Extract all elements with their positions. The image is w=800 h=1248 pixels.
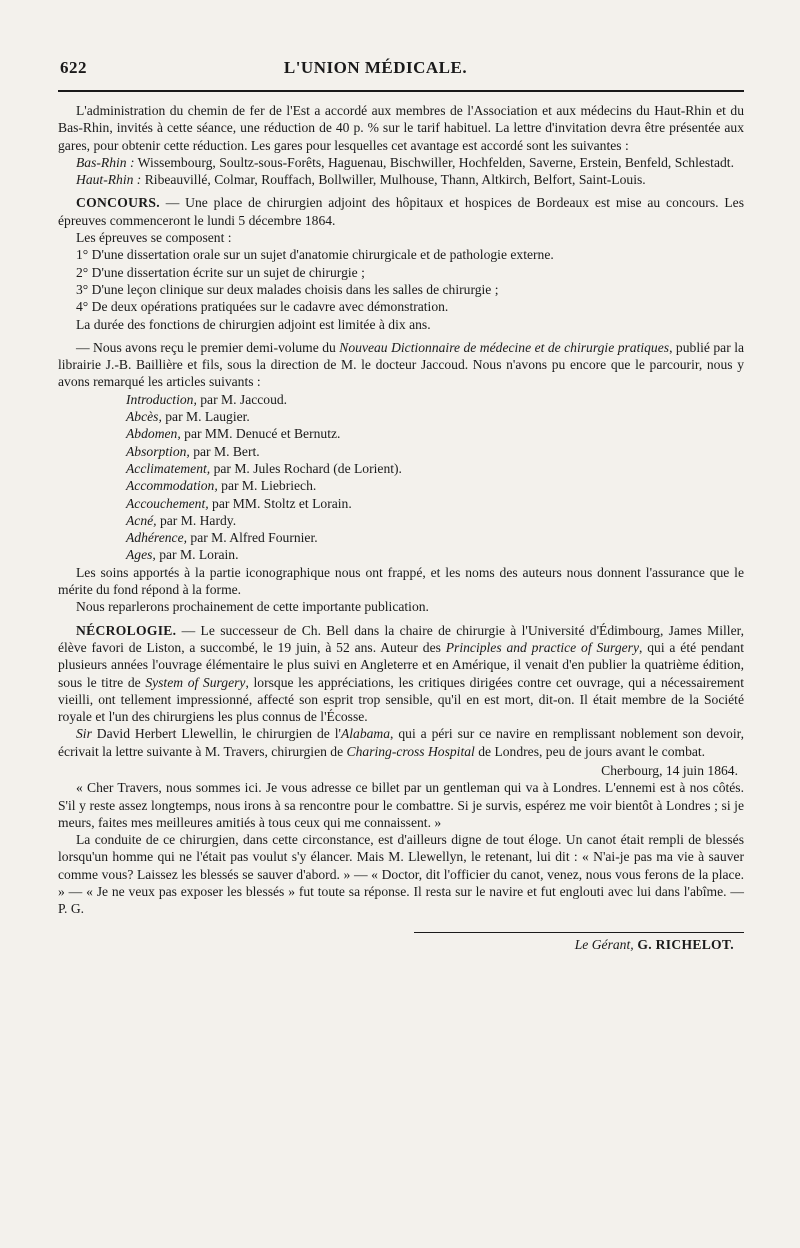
paragraph-necrologie: [58, 622, 744, 726]
article-list-item: [58, 408, 744, 425]
necro-text-b: , qui a été pendant plusieurs années l'ouvrage élémentaire le plus suivi en Angleterre et en Amérique, il venait d'en publier la quatrième édition, sous le titre de: [58, 639, 745, 690]
paragraph-conduite: La conduite de ce chirurgien, dans cette circonstance, est d'ailleurs digne de tout éloge. Un canot était rempli de blessés lorsqu'un homme qui ne l'était pas voulut s'y élancer. Mais M. Llewellyn, le retenant, lui dit : « N'ai-je pas ma vie à sauver comme vous? Laissez les blessés se sauver d'abord. » — « Doctor, dit l'officier du canot, venez, nous vous ferons de la place. » — « Je ne veux pas exposer les blessés » fut toute sa réponse. Il resta sur le navire et fut englouti avec lui dans l'abîme. — P. G.: [58, 832, 744, 917]
necro-text-c: , lorsque les appréciations, les critiques dirigées contre cet ouvrage, qui a nécessairement vieilli, ont tellement impressionné, affecté son esprit trop sensible, qu'il en est mort, dit-on. Il était membre de la Société royale et l'un des chirurgiens les plus connus de l'Écosse.: [58, 674, 744, 725]
article-title: Acné,: [126, 512, 157, 528]
article-title: Abcès,: [126, 409, 162, 425]
article-list-item: [58, 460, 744, 477]
article-list-item: [58, 443, 744, 460]
article-list-item: [58, 425, 744, 442]
concours-text: — Une place de chirurgien adjoint des hôpitaux et hospices de Bordeaux est mise au concours. Les épreuves commenceront le lundi 5 décembre 1864.: [58, 195, 744, 228]
haut-rhin-label: Haut-Rhin :: [76, 172, 142, 188]
gerant-label: Le Gérant,: [574, 936, 634, 952]
article-author: par M. Jules Rochard (de Lorient).: [210, 460, 402, 476]
article-title: Accouchement,: [126, 495, 209, 511]
article-author: par M. Alfred Fournier.: [187, 530, 318, 546]
header-rule: [58, 90, 744, 92]
article-list-item: [58, 495, 744, 512]
footer-rule: [414, 932, 744, 933]
bas-rhin-stations: Wissembourg, Soultz-sous-Forêts, Haguenau, Bischwiller, Hochfelden, Saverne, Erstein, Benfeld, Schlestadt.: [134, 154, 734, 170]
letter-date: Cherbourg, 14 juin 1864.: [601, 762, 738, 778]
article-list-item: [58, 477, 744, 494]
article-author: par MM. Denucé et Bernutz.: [180, 426, 341, 442]
article-title: Ages,: [126, 547, 156, 563]
paragraph-llewellin: [58, 725, 744, 760]
epreuve-item: 1° D'une dissertation orale sur un sujet d'anatomie chirurgicale et de pathologie externe.: [76, 247, 554, 263]
letter-text: « Cher Travers, nous sommes ici. Je vous adresse ce billet par un gentleman qui va à Londres. L'ennemi est à nos côtés. S'il y reste assez longtemps, nous irons à sa rencontre pour le combattre. Si je survis, espérez me voir bientôt à Londres ; si je meurs, faites mes meilleures amitiés à tous ceux qui me connaissent. »: [58, 780, 744, 830]
paragraph-haut-rhin: [58, 171, 744, 188]
article-list-item: [58, 391, 744, 408]
article-author: par M. Jaccoud.: [196, 391, 288, 407]
sir-text-b: , qui a péri sur ce navire en remplissant noblement son devoir, écrivait la lettre suivante à M. Travers, chirurgien de: [58, 726, 744, 759]
paragraph-reparlerons: Nous reparlerons prochainement de cette importante publication.: [76, 599, 429, 615]
article-author: par MM. Stoltz et Lorain.: [208, 495, 352, 511]
gerant-name: G. RICHELOT.: [633, 936, 734, 952]
article-title: Accommodation,: [126, 478, 218, 494]
gerant-signature: [58, 937, 744, 953]
dict-text-a: — Nous avons reçu le premier demi-volume du: [76, 339, 340, 355]
article-list-item: [58, 546, 744, 563]
dict-title: Nouveau Dictionnaire de médecine et de chirurgie pratiques: [339, 339, 670, 355]
article-author: par M. Bert.: [189, 443, 260, 459]
sir-text-a: David Herbert Llewellin, le chirurgien de l': [91, 726, 341, 742]
necro-text-a: — Le successeur de Ch. Bell dans la chaire de chirurgie à l'Université d'Édimbourg, James Miller, élève favori de Liston, a succombé, le 19 juin, à 52 ans. Auteur des: [58, 622, 744, 655]
dict-text-b: , publié par la librairie J.-B. Baillière et fils, sous la direction de M. le docteur Jaccoud. Nous n'avons pu encore que le parcourir, nous y avons remarqué les articles suivants :: [58, 339, 744, 390]
article-title: Abdomen,: [126, 426, 181, 442]
article-author: par M. Laugier.: [161, 409, 250, 425]
journal-title: L'UNION MÉDICALE.: [283, 58, 468, 77]
article-author: par M. Hardy.: [156, 512, 237, 528]
epreuve-item: 3° D'une leçon clinique sur deux malades choisis dans les salles de chirurgie ;: [76, 281, 499, 297]
article-list-item: [58, 512, 744, 529]
article-author: par M. Lorain.: [155, 547, 239, 563]
epreuve-item: 2° D'une dissertation écrite sur un sujet de chirurgie ;: [76, 264, 365, 280]
article-title: Adhérence,: [126, 530, 188, 546]
necrologie-heading: NÉCROLOGIE.: [76, 622, 177, 638]
article-title: Absorption,: [126, 443, 190, 459]
paragraph-soins: Les soins apportés à la partie iconographique nous ont frappé, et les noms des auteurs nous donnent l'assurance que le mérite du fond répond à la forme.: [58, 564, 744, 598]
paragraph-bas-rhin: [58, 154, 744, 171]
article-list-item: [58, 529, 744, 546]
paragraph-duree: La durée des fonctions de chirurgien adjoint est limitée à dix ans.: [76, 316, 431, 332]
page-header: [58, 58, 744, 78]
haut-rhin-stations: Ribeauvillé, Colmar, Rouffach, Bollwiller, Mulhouse, Thann, Altkirch, Belfort, Saint-Louis.: [141, 172, 646, 188]
necro-book-title: Principles and practice of Surgery: [445, 639, 639, 655]
epreuves-intro: Les épreuves se composent :: [76, 230, 232, 246]
bas-rhin-label: Bas-Rhin :: [76, 154, 135, 170]
sir-label: Sir: [76, 726, 92, 742]
ship-name: Alabama: [340, 726, 391, 742]
page-number: 622: [60, 58, 87, 77]
necro-book-title-2: System of Surgery: [145, 674, 246, 690]
sir-text-c: de Londres, peu de jours avant le combat.: [474, 743, 706, 759]
article-title: Introduction,: [126, 391, 197, 407]
paragraph-concours: [58, 194, 744, 229]
paragraph-dictionnaire: [58, 339, 744, 391]
article-body: [58, 102, 744, 918]
hospital-name: Charing-cross Hospital: [346, 743, 475, 759]
paragraph-railway: L'administration du chemin de fer de l'Est a accordé aux membres de l'Association et aux médecins du Haut-Rhin et du Bas-Rhin, invités à cette séance, une réduction de 40 p. % sur le tarif habituel. La lettre d'invitation devra être présentée aux gares, pour obtenir cette réduction. Les gares pour lesquelles cet avantage est accordé sont les suivantes :: [58, 103, 744, 153]
article-title: Acclimatement,: [126, 460, 211, 476]
concours-heading: CONCOURS.: [76, 195, 160, 211]
epreuve-item: 4° De deux opérations pratiquées sur le cadavre avec démonstration.: [76, 299, 449, 315]
article-author: par M. Liebriech.: [217, 478, 317, 494]
